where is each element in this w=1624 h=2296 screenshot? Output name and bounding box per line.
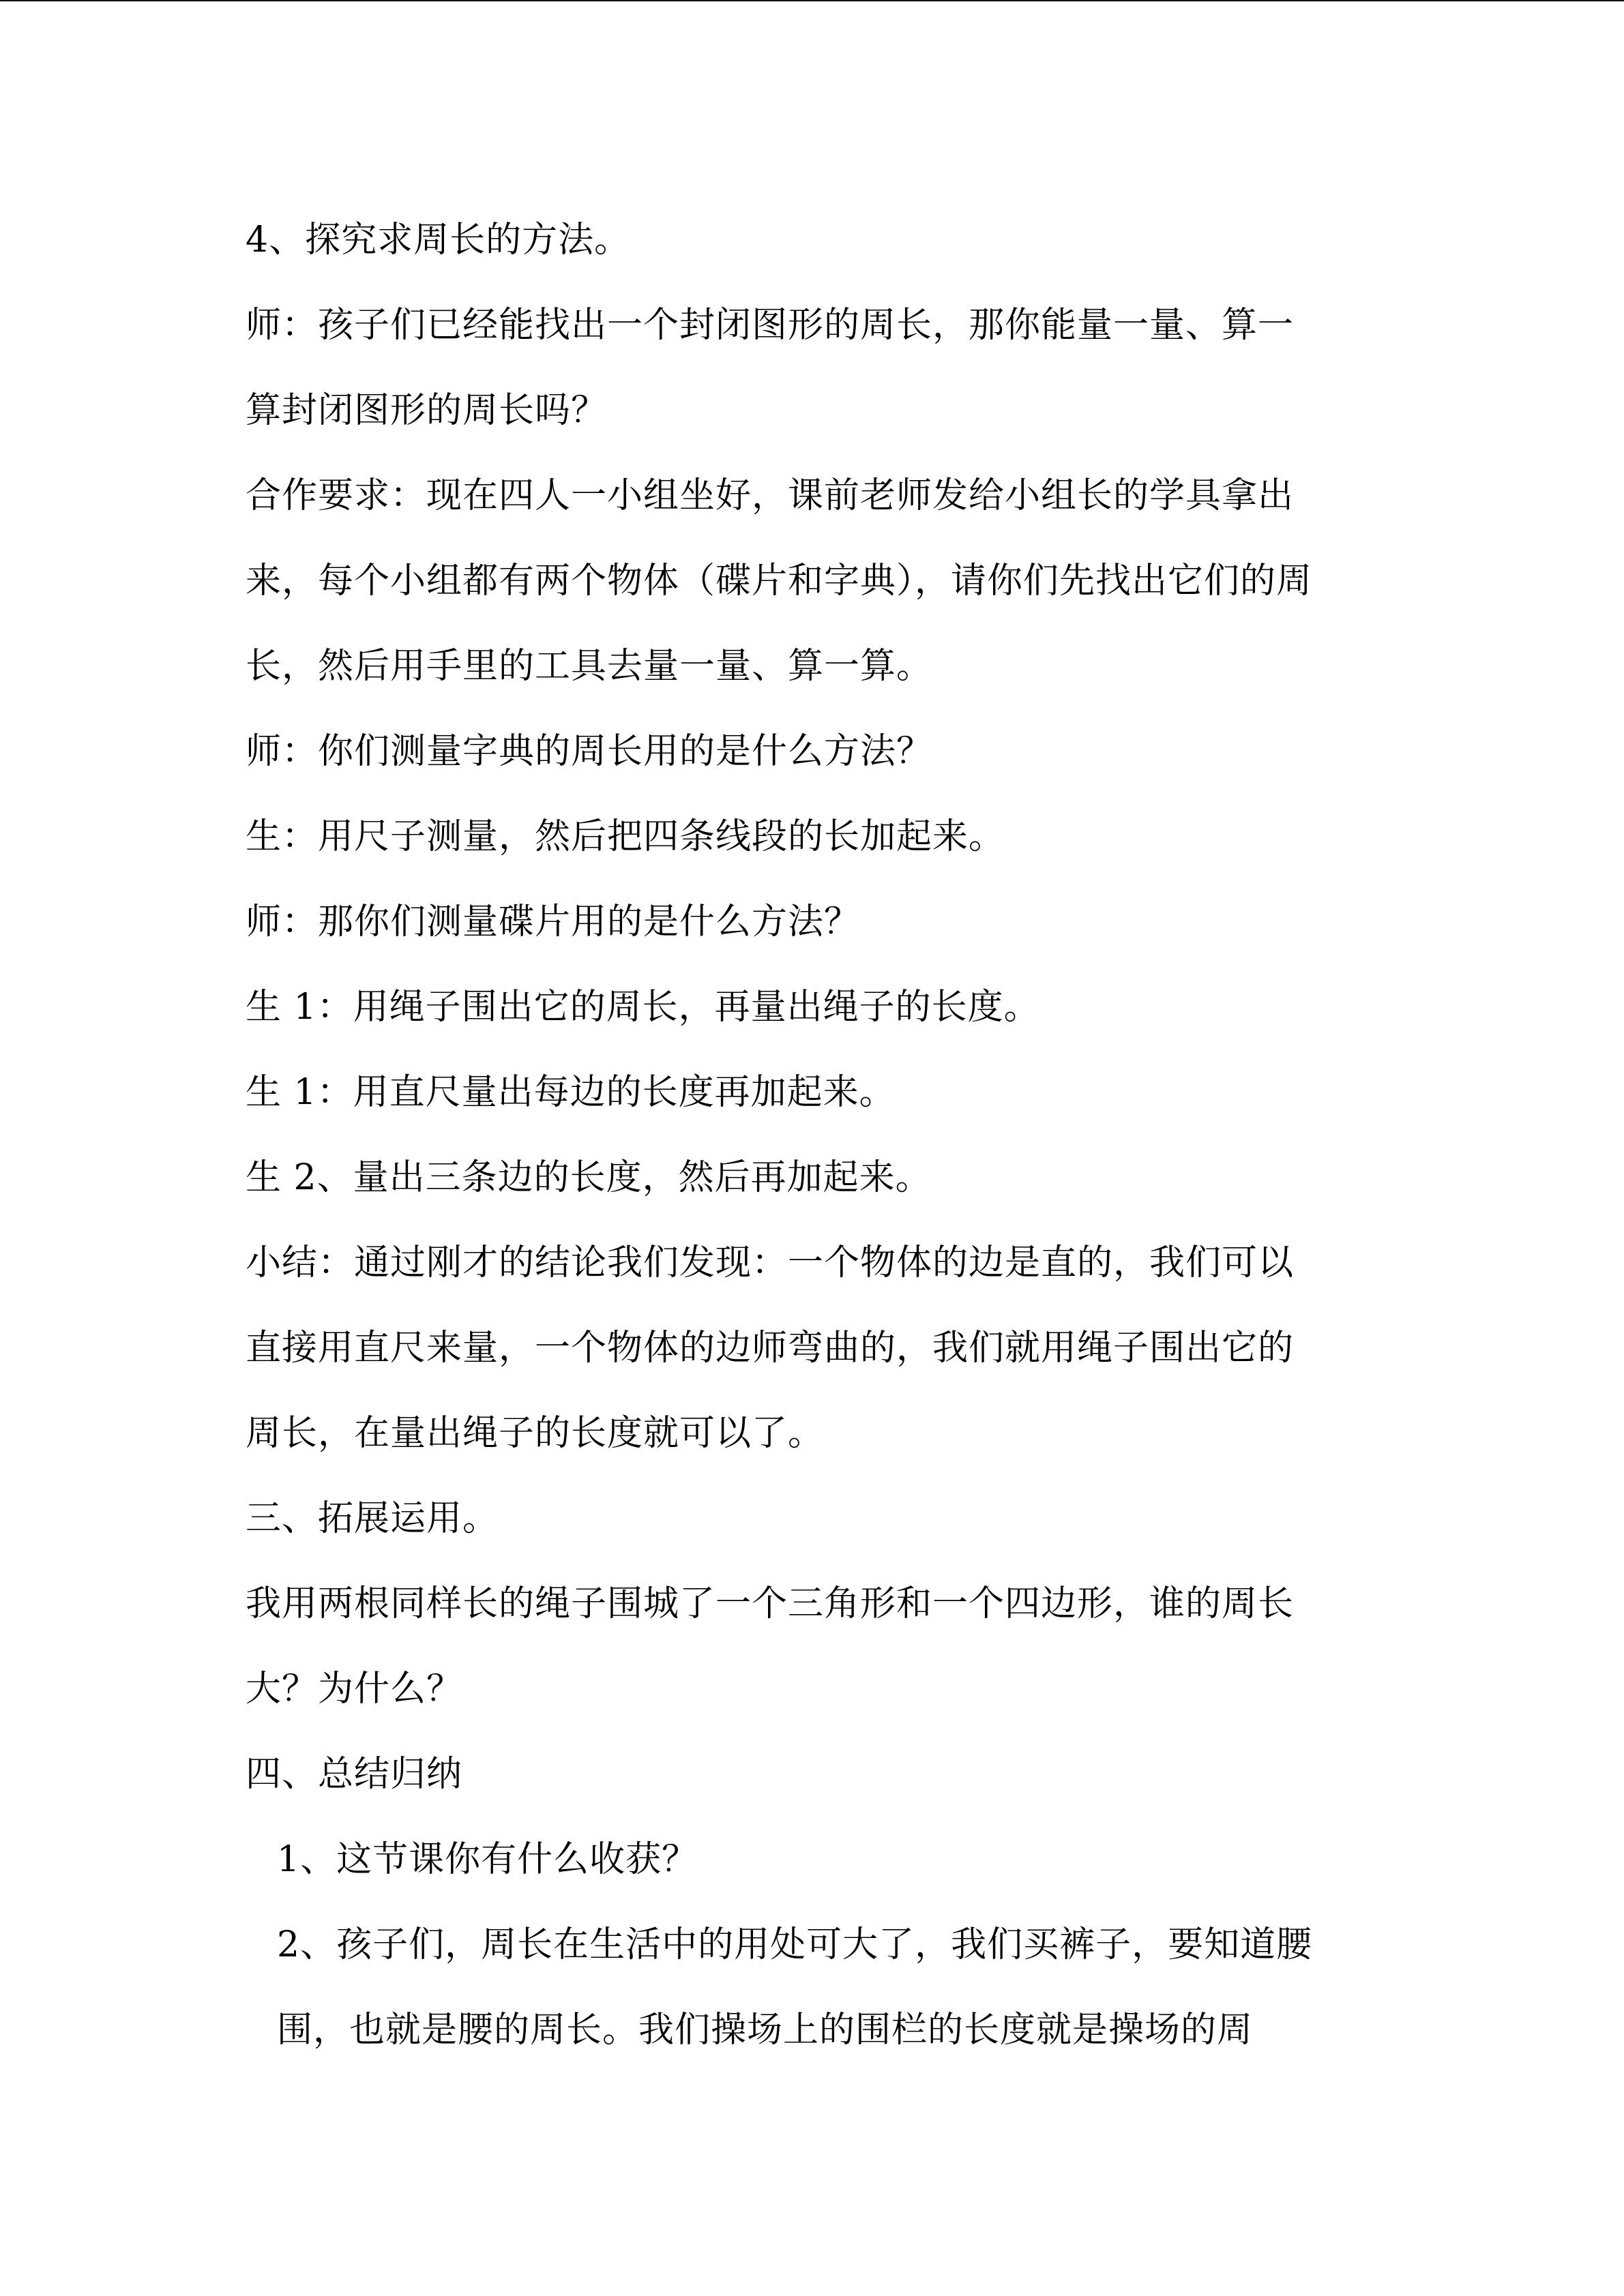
section-heading-extension: 三、拓展运用。	[246, 1498, 499, 1539]
paragraph-line: 师：孩子们已经能找出一个封闭图形的周长，那你能量一量、算一	[246, 305, 1295, 346]
section-heading-perimeter-method: 4、探究求周长的方法。	[246, 220, 631, 260]
paragraph-line: 合作要求：现在四人一小组坐好，课前老师发给小组长的学具拿出	[246, 475, 1295, 516]
paragraph-line: 算封闭图形的周长吗？	[246, 390, 608, 431]
paragraph-line: 来，每个小组都有两个物体（碟片和字典），请你们先找出它们的周	[246, 561, 1313, 601]
paragraph-line: 小结：通过刚才的结论我们发现：一个物体的边是直的，我们可以	[246, 1242, 1295, 1283]
paragraph-line: 生 2、量出三条边的长度，然后再加起来。	[246, 1157, 932, 1198]
paragraph-line: 师：你们测量字典的周长用的是什么方法？	[246, 731, 933, 772]
paragraph-line: 长，然后用手里的工具去量一量、算一算。	[246, 646, 933, 687]
paragraph-line: 生：用尺子测量，然后把四条线段的长加起来。	[246, 816, 1005, 857]
paragraph-line: 周长，在量出绳子的长度就可以了。	[246, 1413, 825, 1454]
paragraph-line: 直接用直尺来量，一个物体的边师弯曲的，我们就用绳子围出它的	[246, 1328, 1295, 1369]
paragraph-line: 大？为什么？	[246, 1669, 463, 1710]
paragraph-line: 师：那你们测量碟片用的是什么方法？	[246, 901, 861, 942]
paragraph-line: 生 1：用直尺量出每边的长度再加起来。	[246, 1072, 896, 1113]
list-item: 1、这节课你有什么收获？	[277, 1839, 698, 1880]
paragraph-line: 生 1：用绳子围出它的周长，再量出绳子的长度。	[246, 987, 1040, 1028]
section-heading-summary: 四、总结归纳	[246, 1754, 463, 1795]
list-item: 2、孩子们，周长在生活中的用处可大了，我们买裤子，要知道腰	[277, 1924, 1313, 1965]
paragraph-line: 我用两根同样长的绳子围城了一个三角形和一个四边形，谁的周长	[246, 1583, 1295, 1624]
list-item-continuation: 围，也就是腰的周长。我们操场上的围栏的长度就是操场的周	[277, 2010, 1254, 2051]
